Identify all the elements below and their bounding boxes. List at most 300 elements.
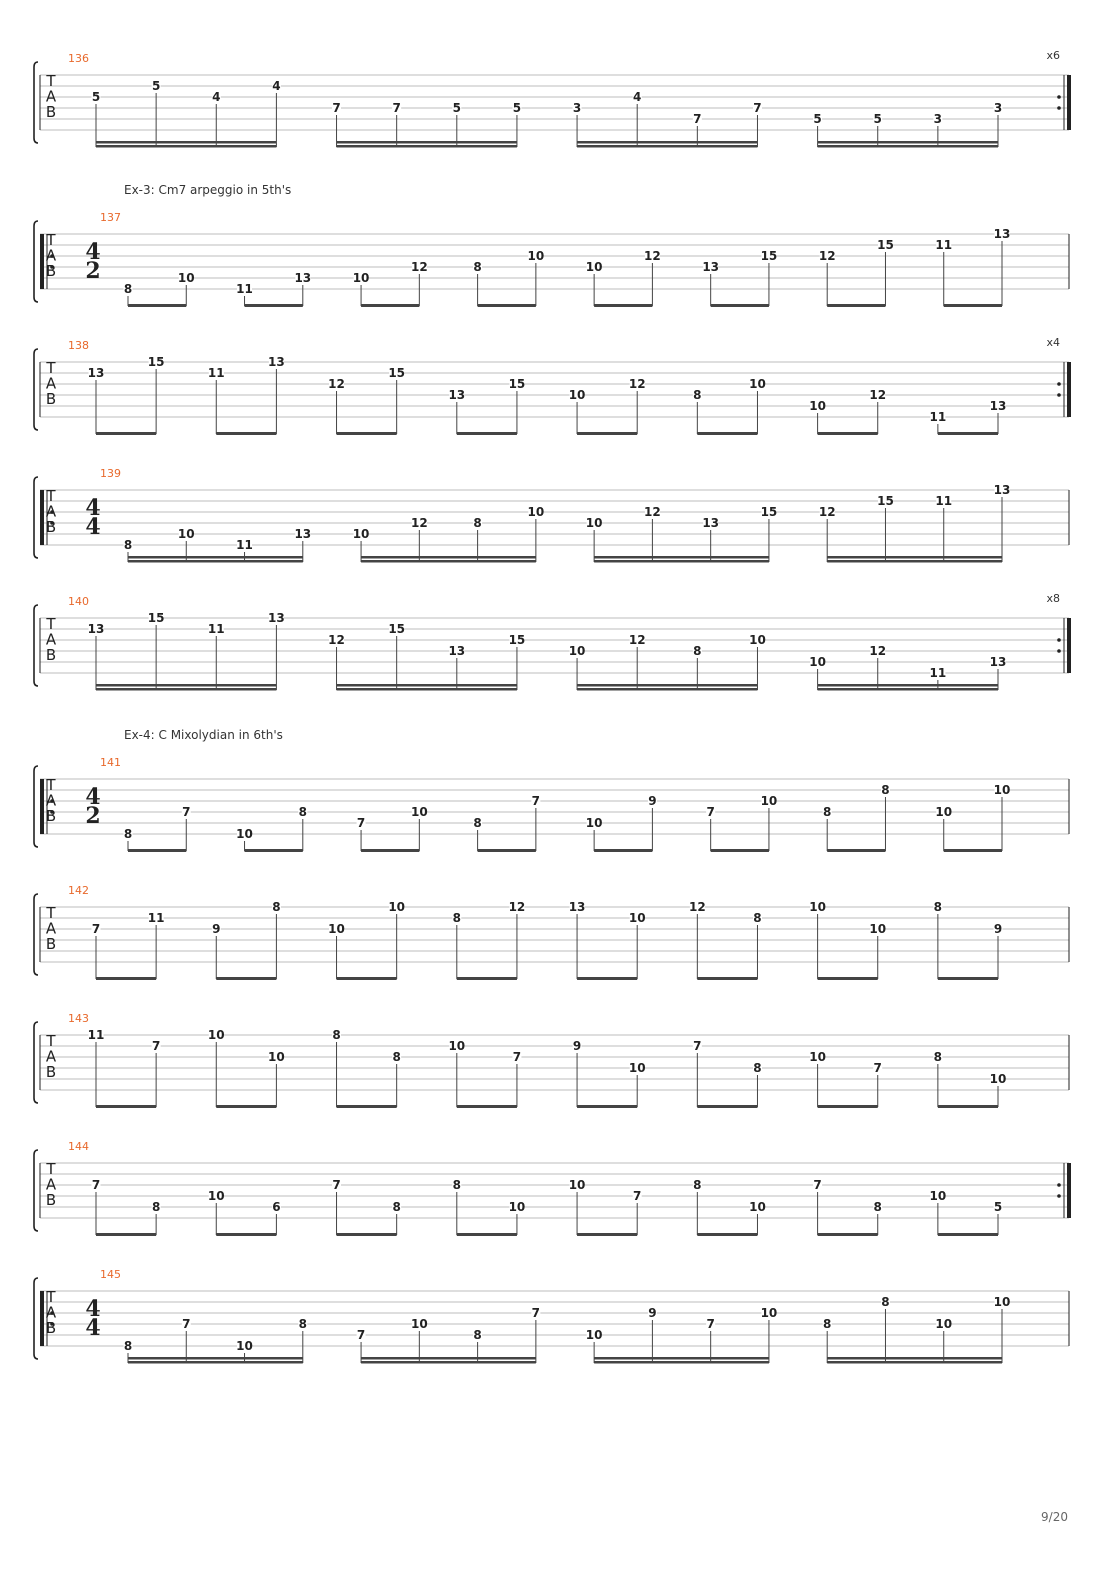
fret-number: 11: [929, 410, 947, 424]
fret-number: 5: [452, 101, 461, 115]
beam: [337, 688, 517, 691]
repeat-dot: [1057, 106, 1061, 110]
beam: [818, 145, 998, 148]
beam: [96, 688, 276, 691]
beam: [938, 1105, 998, 1108]
repeat-end-thick-bar: [1067, 618, 1071, 673]
repeat-dot: [1057, 393, 1061, 397]
fret-number: 8: [693, 388, 702, 402]
beam: [818, 1105, 878, 1108]
tab-system: [34, 336, 1071, 435]
fret-number: 8: [473, 816, 482, 830]
fret-number: 10: [352, 271, 370, 285]
system-bracket: [34, 1150, 38, 1231]
tab-system: [34, 1012, 1069, 1108]
fret-number: 8: [753, 911, 762, 925]
beam: [216, 432, 276, 435]
tab-clef-letter: A: [45, 1047, 57, 1066]
tab-system: [34, 884, 1069, 980]
beam: [577, 432, 637, 435]
measure-number: 141: [100, 756, 121, 769]
measure-number: 142: [68, 884, 89, 897]
beam: [938, 1233, 998, 1236]
fret-number: 8: [452, 911, 461, 925]
tab-clef-letter: T: [46, 776, 56, 794]
fret-number: 10: [410, 1317, 428, 1331]
fret-number: 13: [294, 271, 312, 285]
beam: [96, 432, 156, 435]
fret-number: 11: [929, 666, 947, 680]
fret-number: 13: [568, 900, 586, 914]
repeat-end-thick-bar: [1067, 1163, 1071, 1218]
beam: [697, 1105, 757, 1108]
beam: [128, 849, 186, 852]
section-label: Ex-3: Cm7 arpeggio in 5th's: [124, 183, 292, 197]
fret-number: 11: [236, 538, 253, 552]
tab-clef-letter: T: [46, 487, 56, 505]
fret-number: 13: [702, 516, 720, 530]
beam: [361, 1361, 536, 1364]
fret-number: 12: [688, 900, 706, 914]
fret-number: 7: [91, 922, 101, 936]
fret-number: 10: [568, 388, 586, 402]
fret-number: 8: [452, 1178, 461, 1192]
beam: [827, 304, 885, 307]
tab-system: [34, 592, 1071, 691]
fret-number: 15: [508, 377, 526, 391]
fret-number: 10: [352, 527, 370, 541]
fret-number: 13: [702, 260, 720, 274]
fret-number: 7: [356, 816, 366, 830]
fret-number: 11: [207, 622, 225, 636]
tab-clef-letter: T: [46, 615, 56, 633]
fret-number: 7: [706, 805, 715, 819]
fret-number: 8: [933, 900, 943, 914]
beam: [594, 849, 652, 852]
fret-number: 7: [693, 112, 702, 126]
tab-clef-letter: T: [46, 359, 56, 377]
beam: [577, 141, 757, 144]
beam: [337, 432, 397, 435]
beam: [337, 141, 517, 144]
fret-number: 10: [628, 911, 646, 925]
fret-number: 7: [873, 1061, 882, 1075]
fret-number: 5: [91, 90, 101, 104]
fret-number: 10: [809, 399, 826, 413]
fret-number: 10: [760, 794, 778, 808]
beam: [818, 432, 878, 435]
repeat-start-thick-bar: [40, 490, 44, 545]
beam: [827, 556, 1002, 559]
fret-number: 8: [392, 1200, 401, 1214]
beam: [938, 977, 998, 980]
beam: [128, 1357, 303, 1360]
fret-number: 13: [993, 483, 1011, 497]
fret-number: 7: [706, 1317, 715, 1331]
fret-number: 8: [881, 783, 890, 797]
beam: [128, 304, 186, 307]
fret-number: 10: [328, 922, 345, 936]
fret-number: 10: [410, 805, 428, 819]
fret-number: 10: [177, 271, 195, 285]
fret-number: 8: [298, 805, 307, 819]
tab-clef-letter: A: [45, 374, 57, 393]
beam: [128, 1361, 303, 1364]
tab-system: [34, 728, 1069, 852]
fret-number: 3: [933, 112, 943, 126]
tab-clef-letter: B: [45, 1191, 57, 1209]
tab-clef-letter: A: [45, 919, 57, 938]
tab-system: [34, 467, 1069, 563]
beam: [361, 556, 536, 559]
beam: [216, 1233, 276, 1236]
beam: [457, 432, 517, 435]
fret-number: 8: [873, 1200, 882, 1214]
fret-number: 15: [877, 494, 894, 508]
measure-number: 137: [100, 211, 121, 224]
fret-number: 10: [236, 827, 253, 841]
fret-number: 10: [585, 516, 603, 530]
beam: [96, 1105, 156, 1108]
fret-number: 8: [693, 644, 702, 658]
section-label: Ex-4: C Mixolydian in 6th's: [124, 728, 283, 742]
system-bracket: [34, 1278, 38, 1359]
tab-clef-letter: A: [45, 791, 57, 810]
fret-number: 10: [809, 900, 826, 914]
repeat-count: x4: [1046, 336, 1060, 349]
fret-number: 12: [508, 900, 526, 914]
beam: [361, 304, 419, 307]
fret-number: 7: [531, 1306, 541, 1320]
beam: [337, 1105, 397, 1108]
tab-clef-letter: B: [45, 518, 57, 536]
time-signature-bottom: 2: [85, 258, 101, 284]
repeat-count: x6: [1046, 49, 1060, 62]
time-signature-top: 4: [85, 1296, 101, 1322]
beam: [96, 684, 276, 687]
measure-number: 139: [100, 467, 121, 480]
system-bracket: [34, 221, 38, 302]
fret-number: 5: [993, 1200, 1003, 1214]
fret-number: 10: [749, 633, 766, 647]
fret-number: 10: [585, 1328, 603, 1342]
beam: [938, 432, 998, 435]
fret-number: 12: [869, 644, 887, 658]
beam: [577, 1233, 637, 1236]
fret-number: 6: [272, 1200, 281, 1214]
measure-number: 143: [68, 1012, 89, 1025]
beam: [337, 977, 397, 980]
fret-number: 10: [869, 922, 887, 936]
beam: [128, 560, 303, 563]
fret-number: 10: [585, 816, 603, 830]
fret-number: 13: [87, 366, 105, 380]
tab-system: [34, 49, 1071, 148]
fret-number: 15: [877, 238, 894, 252]
beam: [361, 1357, 536, 1360]
beam: [361, 560, 536, 563]
beam: [478, 849, 536, 852]
fret-number: 4: [272, 79, 281, 93]
fret-number: 5: [813, 112, 822, 126]
fret-number: 5: [873, 112, 882, 126]
repeat-end-thick-bar: [1067, 75, 1071, 130]
fret-number: 13: [448, 644, 466, 658]
fret-number: 8: [823, 805, 832, 819]
fret-number: 12: [644, 505, 661, 519]
repeat-start-thick-bar: [40, 234, 44, 289]
fret-number: 10: [809, 655, 826, 669]
fret-number: 9: [212, 922, 221, 936]
fret-number: 13: [87, 622, 105, 636]
fret-number: 7: [182, 1317, 191, 1331]
beam: [96, 145, 276, 148]
beam: [96, 1233, 156, 1236]
fret-number: 11: [147, 911, 165, 925]
beam: [577, 688, 757, 691]
tab-system: [34, 1140, 1071, 1236]
fret-number: 8: [473, 260, 482, 274]
beam: [697, 977, 757, 980]
fret-number: 10: [388, 900, 406, 914]
repeat-dot: [1057, 1183, 1061, 1187]
beam: [245, 304, 303, 307]
fret-number: 7: [356, 1328, 366, 1342]
beam: [577, 145, 757, 148]
beam: [711, 849, 769, 852]
page-number: 9/20: [1041, 1510, 1068, 1524]
tab-clef-letter: B: [45, 1319, 57, 1337]
beam: [361, 849, 419, 852]
fret-number: 10: [236, 1339, 253, 1353]
time-signature-bottom: 4: [85, 514, 101, 540]
repeat-dot: [1057, 95, 1061, 99]
beam: [457, 1105, 517, 1108]
beam: [577, 977, 637, 980]
beam: [457, 977, 517, 980]
tab-clef-letter: A: [45, 1175, 57, 1194]
fret-number: 12: [410, 516, 428, 530]
fret-number: 8: [123, 1339, 133, 1353]
fret-number: 8: [123, 282, 133, 296]
repeat-dot: [1057, 638, 1061, 642]
measure-number: 140: [68, 595, 89, 608]
time-signature-top: 4: [85, 495, 101, 521]
beam: [711, 304, 769, 307]
beam: [457, 1233, 517, 1236]
tab-clef-letter: B: [45, 262, 57, 280]
fret-number: 8: [473, 1328, 482, 1342]
beam: [818, 1233, 878, 1236]
tab-clef-letter: B: [45, 646, 57, 664]
fret-number: 15: [760, 505, 778, 519]
system-bracket: [34, 894, 38, 975]
beam: [478, 304, 536, 307]
fret-number: 7: [182, 805, 191, 819]
fret-number: 15: [147, 355, 165, 369]
fret-number: 5: [151, 79, 161, 93]
fret-number: 10: [628, 1061, 646, 1075]
fret-number: 8: [123, 827, 133, 841]
tab-clef-letter: T: [46, 1032, 56, 1050]
fret-number: 5: [512, 101, 522, 115]
measure-number: 144: [68, 1140, 89, 1153]
fret-number: 15: [388, 622, 406, 636]
beam: [697, 1233, 757, 1236]
fret-number: 7: [753, 101, 762, 115]
fret-number: 9: [648, 794, 657, 808]
system-bracket: [34, 605, 38, 686]
fret-number: 10: [809, 1050, 826, 1064]
fret-number: 7: [392, 101, 401, 115]
fret-number: 8: [753, 1061, 762, 1075]
beam: [337, 1233, 397, 1236]
fret-number: 8: [123, 538, 133, 552]
time-signature-bottom: 2: [85, 803, 101, 829]
fret-number: 10: [207, 1189, 225, 1203]
fret-number: 11: [207, 366, 225, 380]
fret-number: 10: [207, 1028, 225, 1042]
tab-clef-letter: T: [46, 1288, 56, 1306]
fret-number: 10: [993, 783, 1011, 797]
fret-number: 13: [294, 527, 312, 541]
measure-number: 138: [68, 339, 89, 352]
fret-number: 10: [527, 249, 545, 263]
tab-clef-letter: B: [45, 807, 57, 825]
fret-number: 10: [568, 1178, 586, 1192]
beam: [216, 1105, 276, 1108]
beam: [944, 304, 1002, 307]
fret-number: 10: [585, 260, 603, 274]
fret-number: 7: [91, 1178, 101, 1192]
fret-number: 13: [993, 227, 1011, 241]
fret-number: 12: [818, 505, 836, 519]
tab-clef-letter: T: [46, 72, 56, 90]
beam: [827, 560, 1002, 563]
beam: [827, 849, 885, 852]
fret-number: 12: [644, 249, 661, 263]
fret-number: 7: [813, 1178, 822, 1192]
system-bracket: [34, 62, 38, 143]
fret-number: 10: [568, 644, 586, 658]
fret-number: 15: [508, 633, 526, 647]
fret-number: 9: [993, 922, 1003, 936]
fret-number: 8: [298, 1317, 307, 1331]
fret-number: 9: [648, 1306, 657, 1320]
fret-number: 4: [212, 90, 221, 104]
beam: [337, 684, 517, 687]
tab-clef-letter: B: [45, 935, 57, 953]
repeat-start-thick-bar: [40, 779, 44, 834]
beam: [594, 1361, 769, 1364]
fret-number: 10: [929, 1189, 947, 1203]
repeat-dot: [1057, 1194, 1061, 1198]
fret-number: 10: [448, 1039, 466, 1053]
fret-number: 11: [935, 238, 953, 252]
beam: [245, 849, 303, 852]
fret-number: 10: [177, 527, 195, 541]
fret-number: 10: [268, 1050, 285, 1064]
tab-clef-letter: T: [46, 1160, 56, 1178]
repeat-end-thick-bar: [1067, 362, 1071, 417]
fret-number: 13: [448, 388, 466, 402]
fret-number: 8: [693, 1178, 702, 1192]
beam: [577, 1105, 637, 1108]
fret-number: 8: [881, 1295, 890, 1309]
fret-number: 7: [531, 794, 541, 808]
beam: [216, 977, 276, 980]
beam: [594, 560, 769, 563]
tab-clef-letter: T: [46, 904, 56, 922]
beam: [818, 684, 998, 687]
fret-number: 8: [933, 1050, 943, 1064]
fret-number: 10: [527, 505, 545, 519]
fret-number: 10: [989, 1072, 1007, 1086]
fret-number: 11: [935, 494, 953, 508]
fret-number: 15: [760, 249, 778, 263]
tab-clef-letter: B: [45, 1063, 57, 1081]
fret-number: 10: [935, 1317, 953, 1331]
fret-number: 13: [268, 611, 285, 625]
fret-number: 8: [392, 1050, 401, 1064]
tab-clef-letter: A: [45, 502, 57, 521]
fret-number: 12: [628, 377, 646, 391]
fret-number: 7: [332, 101, 341, 115]
tab-clef-letter: A: [45, 630, 57, 649]
tab-system: [34, 1268, 1069, 1364]
fret-number: 10: [935, 805, 953, 819]
beam: [96, 977, 156, 980]
fret-number: 7: [633, 1189, 642, 1203]
beam: [818, 688, 998, 691]
beam: [594, 1357, 769, 1360]
beam: [827, 1357, 1002, 1360]
fret-number: 8: [332, 1028, 341, 1042]
fret-number: 12: [628, 633, 646, 647]
fret-number: 10: [749, 1200, 766, 1214]
tab-clef-letter: T: [46, 231, 56, 249]
system-bracket: [34, 477, 38, 558]
fret-number: 12: [328, 633, 345, 647]
tab-system: [34, 183, 1069, 307]
fret-number: 12: [869, 388, 887, 402]
fret-number: 4: [633, 90, 642, 104]
fret-number: 11: [236, 282, 253, 296]
fret-number: 10: [993, 1295, 1011, 1309]
time-signature-bottom: 4: [85, 1315, 101, 1341]
fret-number: 10: [508, 1200, 526, 1214]
fret-number: 8: [473, 516, 482, 530]
time-signature-top: 4: [85, 784, 101, 810]
fret-number: 7: [151, 1039, 161, 1053]
fret-number: 8: [823, 1317, 832, 1331]
fret-number: 13: [268, 355, 285, 369]
system-bracket: [34, 349, 38, 430]
measure-number: 145: [100, 1268, 121, 1281]
fret-number: 12: [328, 377, 345, 391]
beam: [594, 556, 769, 559]
beam: [944, 849, 1002, 852]
fret-number: 3: [572, 101, 582, 115]
fret-number: 12: [818, 249, 836, 263]
measure-number: 136: [68, 52, 89, 65]
repeat-dot: [1057, 649, 1061, 653]
beam: [818, 141, 998, 144]
fret-number: 10: [749, 377, 766, 391]
beam: [128, 556, 303, 559]
beam: [818, 977, 878, 980]
fret-number: 3: [993, 101, 1003, 115]
